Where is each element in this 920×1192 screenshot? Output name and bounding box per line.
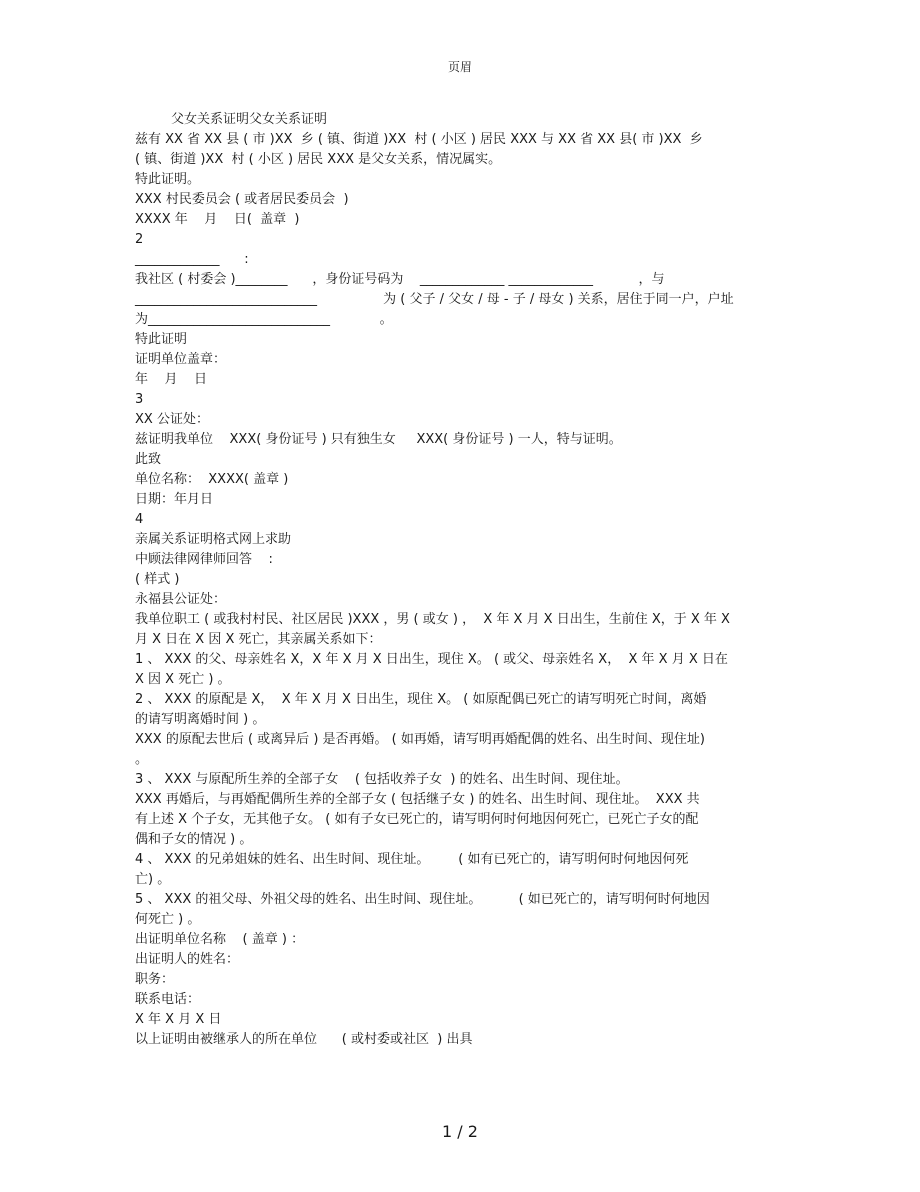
text-line: 有上述 X 个子女，无其他子女。 ( 如有子女已死亡的，请写明何时何地因何死亡，已死亡子女的配 (135, 812, 699, 827)
text-line: 职务： (135, 972, 175, 987)
text-line: 2 、 XXX 的原配是 X， X 年 X 月 X 日出生，现住 X。 ( 如原配偶已死亡的请写明死亡时间，离婚 (135, 692, 707, 707)
text-line: 的请写明离婚时间 ) 。 (135, 712, 266, 727)
section-number: 2 (135, 232, 144, 247)
text-line: XXX 村民委员会 ( 或者居民委员会 ) (135, 192, 349, 207)
text-line: 出证明单位名称 ( 盖章 ) ： (135, 932, 305, 947)
text-line: 兹有 XX 省 XX 县 ( 市 )XX 乡 ( 镇、街道 )XX 村 ( 小区 ) 居民 XXX 与 XX 省 XX 县( 市 )XX 乡 (135, 132, 703, 147)
text-line: X 年 X 月 X 日 (135, 1012, 222, 1027)
text-line: 3 、 XXX 与原配所生养的全部子女 ( 包括收养子女 ) 的姓名、出生时间、现住址。 (135, 772, 629, 787)
text-line: 为____________________________ 。 (135, 312, 393, 327)
text-line: 偶和子女的情况 ) 。 (135, 832, 253, 847)
text-line: 亲属关系证明格式网上求助 (135, 532, 292, 547)
page-number: 1 / 2 (442, 1122, 478, 1141)
page-header: 页眉 (447, 60, 472, 74)
text-line: 联系电话： (135, 992, 201, 1007)
text-line: 永福县公证处： (135, 592, 227, 607)
text-line: 日期：年月日 (135, 492, 214, 507)
text-line: 兹证明我单位 XXX( 身份证号 ) 只有独生女 XXX( 身份证号 ) 一人，特与证明。 (135, 432, 622, 447)
text-line: 证明单位盖章： (135, 352, 227, 367)
text-line: 1 、 XXX 的父、母亲姓名 X，X 年 X 月 X 日出生，现住 X。 ( 或父、母亲姓名 X， X 年 X 月 X 日在 (135, 652, 728, 667)
text-line: 单位名称： XXXX( 盖章 ) (135, 472, 289, 487)
text-line: 年 月 日 (135, 372, 208, 387)
document-title: 父女关系证明父女关系证明 (171, 112, 328, 127)
text-line: 亡) 。 (135, 872, 171, 887)
text-line: 月 X 日在 X 因 X 死亡，其亲属关系如下： (135, 632, 382, 647)
text-line: 特此证明 (135, 332, 188, 347)
text-line: 此致 (135, 452, 162, 467)
text-line: XXX 再婚后，与再婚配偶所生养的全部子女 ( 包括继子女 ) 的姓名、出生时间、现住址。 XXX 共 (135, 792, 700, 807)
text-line: 中顾法律网律师回答 : (135, 552, 273, 567)
text-line: 4 、 XXX 的兄弟姐妹的姓名、出生时间、现住址。 ( 如有已死亡的，请写明何时何地因何死 (135, 852, 689, 867)
text-line: 特此证明。 (135, 172, 201, 187)
text-line: 出证明人的姓名： (135, 952, 240, 967)
text-line: XXX 的原配去世后 ( 或离异后 ) 是否再婚。 ( 如再婚，请写明再婚配偶的姓名、出生时间、现住址) (135, 732, 705, 747)
text-line: 我社区 ( 村委会 )________ ，身份证号码为 _____________ _____________ ，与 (135, 272, 665, 287)
text-line: _____________ : (135, 252, 249, 267)
document-body (135, 110, 765, 1050)
text-line: X 因 X 死亡 ) 。 (135, 672, 231, 687)
section-number: 3 (135, 392, 144, 407)
text-line: ( 样式 ) (135, 572, 180, 587)
text-line: XXXX 年 月 日( 盖章 ) (135, 212, 300, 227)
text-line: XX 公证处： (135, 412, 209, 427)
text-line: 何死亡 ) 。 (135, 912, 201, 927)
text-line: ____________________________ 为 ( 父子 / 父女 / 母 - 子 / 母女 ) 关系，居住于同一户，户址 (135, 292, 734, 307)
section-number: 4 (135, 512, 144, 527)
text-line: 以上证明由被继承人的所在单位 ( 或村委或社区 ) 出具 (135, 1032, 473, 1047)
text-line: 5 、 XXX 的祖父母、外祖父母的姓名、出生时间、现住址。 ( 如已死亡的，请写明何时何地因 (135, 892, 710, 907)
text-line: ( 镇、街道 )XX 村 ( 小区 ) 居民 XXX 是父女关系，情况属实。 (135, 152, 502, 167)
text-line: 。 (135, 752, 149, 767)
text-line: 我单位职工 ( 或我村村民、社区居民 )XXX ，男 ( 或女 ) ， X 年 X 月 X 日出生，生前住 X，于 X 年 X (135, 612, 730, 627)
